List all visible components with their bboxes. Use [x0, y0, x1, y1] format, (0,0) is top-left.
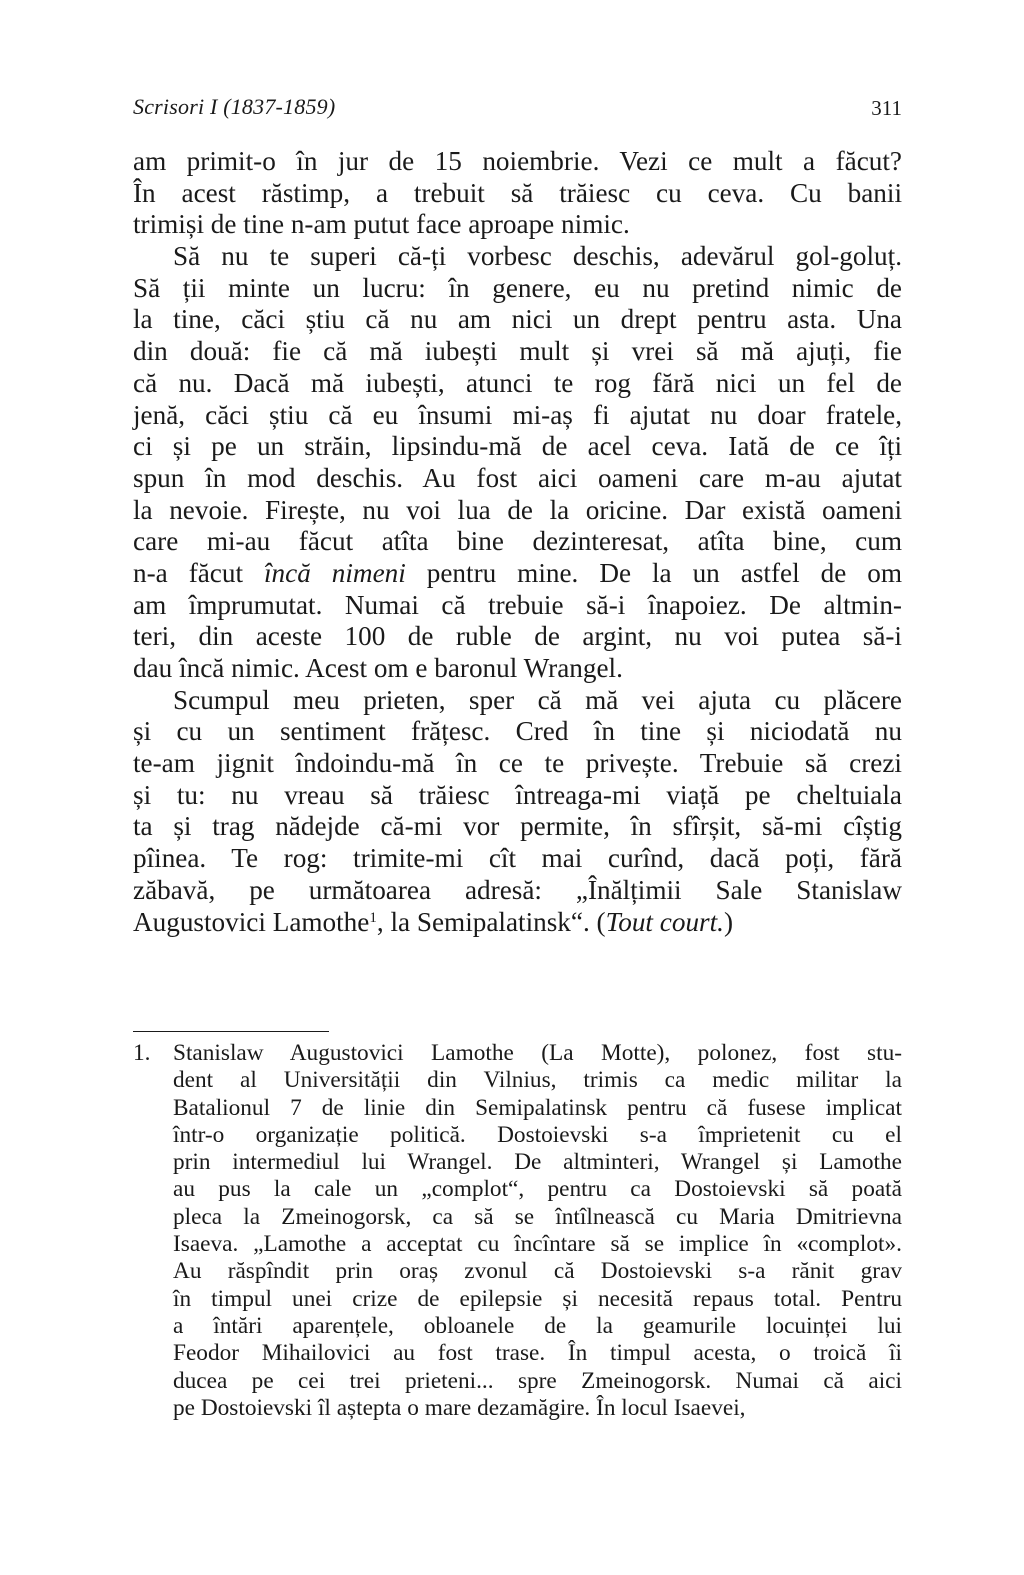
footnote-line: au pus la cale un „complot“, pentru ca Dostoievski să poată: [173, 1176, 902, 1203]
footnote-line: în timpul unei crize de epilepsie și necesită repaus total. Pentru: [173, 1285, 902, 1312]
page-number: 311: [871, 96, 902, 120]
text-line: [133, 907, 902, 939]
footnote-line: pe Dostoievski îl aștepta o mare dezamăgire. În locul Isaevei,: [173, 1394, 746, 1421]
text-line: ta și trag nădejde că-mi vor permite, în sfîrșit, să-mi cîștig: [133, 811, 902, 842]
text-line: pîinea. Te rog: trimite-mi cît mai curînd, dacă poți, fără: [133, 843, 902, 874]
footnote-line: Batalionul 7 de linie din Semipalatinsk pentru că fusese implicat: [173, 1094, 902, 1121]
text-line: am primit-o în jur de 15 noiembrie. Vezi ce mult a făcut?: [133, 146, 902, 176]
text-line: și tu: nu vreau să trăiesc întreaga-mi viață pe cheltuiala: [133, 779, 902, 810]
footnote-line: într-o organizație politică. Dostoievski s-a împrietenit cu el: [173, 1121, 902, 1148]
text-line: [133, 558, 902, 590]
running-head-title: Scrisori I (1837-1859): [133, 94, 336, 119]
italic-text: Tout court.: [605, 906, 724, 937]
text-line: te-am jignit îndoindu-mă în ce te privește. Trebuie să crezi: [133, 748, 902, 779]
text-line: Scumpul meu prieten, sper că mă vei ajuta cu plăcere: [173, 684, 902, 715]
text-line: zăbavă, pe următoarea adresă: „Înălțimii Sale Stanislaw: [133, 874, 902, 905]
text-line: am împrumutat. Numai că trebuie să-i înapoiez. De altmin-: [133, 589, 902, 620]
text-line: dau încă nimic. Acest om e baronul Wrangel.: [133, 653, 623, 683]
text-line: ci și pe un străin, lipsindu-mă de acel ceva. Iată de ce îți: [133, 431, 902, 462]
running-head: [133, 94, 902, 126]
text-line: la tine, căci știu că nu am nici un drept pentru asta. Una: [133, 304, 902, 335]
footnote-reference[interactable]: 1: [369, 909, 377, 926]
text-line: În acest răstimp, a trebuit să trăiesc cu ceva. Cu banii: [133, 177, 902, 208]
footnote-line: prin intermediul lui Wrangel. De altminteri, Wrangel și Lamothe: [173, 1149, 902, 1176]
text-line: la nevoie. Firește, nu voi lua de la oricine. Dar există oameni: [133, 494, 902, 525]
text-line: Să ții minte un lucru: în genere, eu nu pretind nimic de: [133, 272, 902, 303]
text-line: teri, din aceste 100 de ruble de argint, nu voi putea să-i: [133, 621, 902, 652]
text-segment: pentru mine. De la un astfel de om: [405, 557, 902, 588]
footnote-line: Feodor Mihailovici au fost trase. În timpul acesta, o troică îi: [173, 1340, 902, 1367]
footnote-line: dent al Universității din Vilnius, trimis ca medic militar la: [173, 1067, 902, 1094]
text-line: că nu. Dacă mă iubești, atunci te rog fără nici un fel de: [133, 367, 902, 398]
text-line: jenă, căci știu că eu însumi mi-aș fi ajutat nu doar fratele,: [133, 399, 902, 430]
text-line: din două: fie că mă iubești mult și vrei să mă ajuți, fie: [133, 336, 902, 367]
footnote-line: Au răspîndit prin oraș zvonul că Dostoievski s-a rănit grav: [173, 1258, 902, 1285]
footnote-number: 1.: [133, 1040, 151, 1066]
footnote-separator-rule: [133, 1031, 329, 1032]
body-text: [133, 146, 902, 938]
text-line: și cu un sentiment frățesc. Cred în tine și niciodată nu: [133, 716, 902, 747]
footnote-body: [173, 1040, 902, 1422]
footnote-line: ducea pe cei trei prieteni... spre Zmeinogorsk. Numai că aici: [173, 1367, 902, 1394]
footnote-line: Isaeva. „Lamothe a acceptat cu încîntare să se implice în «complot».: [173, 1231, 902, 1258]
text-segment: n-a făcut: [133, 557, 264, 588]
footnote-line: Stanislaw Augustovici Lamothe (La Motte), polonez, fost stu-: [173, 1040, 902, 1066]
footnote-line: pleca la Zmeinogorsk, ca să se întîlnească cu Maria Dmitrievna: [173, 1203, 902, 1230]
footnote-line: a întări aparențele, obloanele de la geamurile locuinței lui: [173, 1312, 902, 1339]
text-segment: Augustovici Lamothe: [133, 906, 370, 937]
text-line: trimiși de tine n-am putut face aproape nimic.: [133, 209, 630, 240]
text-line: spun în mod deschis. Au fost aici oameni care m-au ajutat: [133, 462, 902, 493]
italic-text: încă nimeni: [264, 557, 406, 588]
text-line: care mi-au făcut atîta bine dezinteresat, atîta bine, cum: [133, 526, 902, 557]
text-segment: ): [723, 906, 734, 937]
text-line: Să nu te superi că-ți vorbesc deschis, adevărul gol-goluț.: [173, 241, 902, 272]
text-segment: , la Semipalatinsk“. (: [376, 906, 606, 937]
